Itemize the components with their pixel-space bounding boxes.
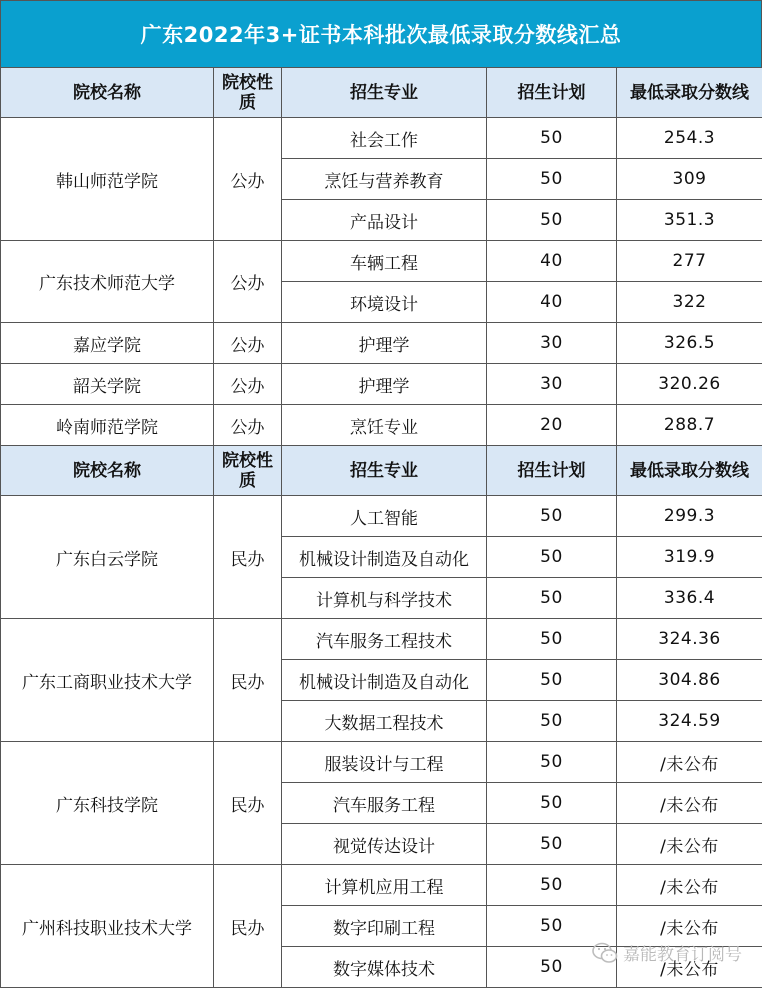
major-name: 计算机应用工程 [282, 865, 487, 906]
min-score: 324.36 [617, 619, 762, 660]
major-name: 机械设计制造及自动化 [282, 660, 487, 701]
header-score: 最低录取分数线 [617, 446, 762, 496]
plan-count: 20 [487, 405, 617, 446]
school-nature: 公办 [214, 405, 282, 446]
min-score: /未公布 [617, 865, 762, 906]
plan-count: 50 [487, 118, 617, 159]
header-row [1, 68, 762, 118]
school-nature: 公办 [214, 118, 282, 241]
min-score: 299.3 [617, 496, 762, 537]
school-nature: 民办 [214, 865, 282, 988]
major-name: 视觉传达设计 [282, 824, 487, 865]
table-row [1, 496, 762, 537]
plan-count: 50 [487, 496, 617, 537]
major-name: 汽车服务工程技术 [282, 619, 487, 660]
min-score: /未公布 [617, 906, 762, 947]
header-major: 招生专业 [282, 446, 487, 496]
school-name: 韶关学院 [1, 364, 214, 405]
major-name: 机械设计制造及自动化 [282, 537, 487, 578]
major-name: 产品设计 [282, 200, 487, 241]
major-name: 人工智能 [282, 496, 487, 537]
min-score: 304.86 [617, 660, 762, 701]
school-nature: 公办 [214, 364, 282, 405]
page-title: 广东2022年3+证书本科批次最低录取分数线汇总 [0, 0, 762, 68]
school-nature: 民办 [214, 496, 282, 619]
plan-count: 50 [487, 537, 617, 578]
plan-count: 40 [487, 241, 617, 282]
header-row [1, 446, 762, 496]
header-major: 招生专业 [282, 68, 487, 118]
major-name: 数字媒体技术 [282, 947, 487, 988]
watermark-text: 嘉能教育订阅号 [623, 940, 742, 965]
header-nature: 院校性质 [214, 446, 282, 496]
min-score: 320.26 [617, 364, 762, 405]
header-score: 最低录取分数线 [617, 68, 762, 118]
header-plan: 招生计划 [487, 446, 617, 496]
min-score: 351.3 [617, 200, 762, 241]
header-nature: 院校性质 [214, 68, 282, 118]
school-name: 广东科技学院 [1, 742, 214, 865]
school-nature: 民办 [214, 742, 282, 865]
plan-count: 50 [487, 824, 617, 865]
plan-count: 40 [487, 282, 617, 323]
school-name: 广州科技职业技术大学 [1, 865, 214, 988]
table-row [1, 241, 762, 282]
plan-count: 30 [487, 323, 617, 364]
school-name: 广东工商职业技术大学 [1, 619, 214, 742]
school-nature: 公办 [214, 323, 282, 364]
min-score: /未公布 [617, 947, 762, 988]
major-name: 汽车服务工程 [282, 783, 487, 824]
major-name: 护理学 [282, 323, 487, 364]
table-row [1, 118, 762, 159]
school-name: 岭南师范学院 [1, 405, 214, 446]
min-score: 326.5 [617, 323, 762, 364]
major-name: 烹饪与营养教育 [282, 159, 487, 200]
major-name: 烹饪专业 [282, 405, 487, 446]
header-school: 院校名称 [1, 68, 214, 118]
plan-count: 50 [487, 865, 617, 906]
plan-count: 50 [487, 200, 617, 241]
min-score: 324.59 [617, 701, 762, 742]
plan-count: 50 [487, 742, 617, 783]
major-name: 社会工作 [282, 118, 487, 159]
school-name: 广东白云学院 [1, 496, 214, 619]
major-name: 计算机与科学技术 [282, 578, 487, 619]
major-name: 环境设计 [282, 282, 487, 323]
plan-count: 50 [487, 578, 617, 619]
score-table [0, 67, 762, 988]
major-name: 数字印刷工程 [282, 906, 487, 947]
plan-count: 50 [487, 783, 617, 824]
header-plan: 招生计划 [487, 68, 617, 118]
min-score: 336.4 [617, 578, 762, 619]
table-row [1, 865, 762, 906]
min-score: 309 [617, 159, 762, 200]
major-name: 车辆工程 [282, 241, 487, 282]
min-score: 254.3 [617, 118, 762, 159]
school-nature: 公办 [214, 241, 282, 323]
major-name: 服装设计与工程 [282, 742, 487, 783]
table-row [1, 364, 762, 405]
table-row [1, 619, 762, 660]
plan-count: 50 [487, 159, 617, 200]
plan-count: 30 [487, 364, 617, 405]
plan-count: 50 [487, 906, 617, 947]
min-score: /未公布 [617, 742, 762, 783]
min-score: /未公布 [617, 824, 762, 865]
table-row [1, 742, 762, 783]
table-row [1, 405, 762, 446]
major-name: 护理学 [282, 364, 487, 405]
plan-count: 50 [487, 619, 617, 660]
school-name: 广东技术师范大学 [1, 241, 214, 323]
plan-count: 50 [487, 947, 617, 988]
min-score: 322 [617, 282, 762, 323]
school-nature: 民办 [214, 619, 282, 742]
min-score: 277 [617, 241, 762, 282]
plan-count: 50 [487, 701, 617, 742]
min-score: /未公布 [617, 783, 762, 824]
school-name: 韩山师范学院 [1, 118, 214, 241]
min-score: 288.7 [617, 405, 762, 446]
major-name: 大数据工程技术 [282, 701, 487, 742]
plan-count: 50 [487, 660, 617, 701]
school-name: 嘉应学院 [1, 323, 214, 364]
header-school: 院校名称 [1, 446, 214, 496]
min-score: 319.9 [617, 537, 762, 578]
table-row [1, 323, 762, 364]
